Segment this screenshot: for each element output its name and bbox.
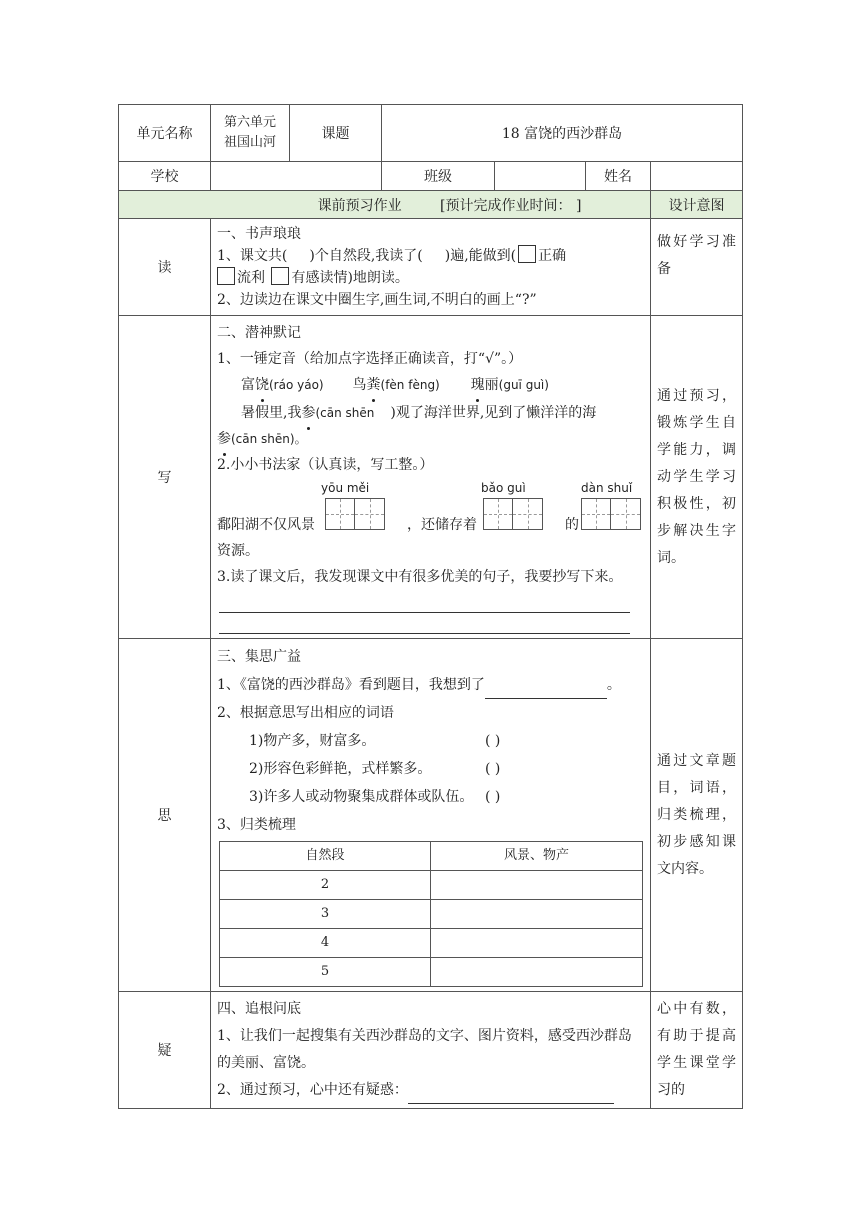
- read-q2: 2、边读边在课文中圈生字,画生词,不明白的画上“?”: [217, 292, 537, 308]
- sort-table-col-scenery: 风景、物产: [431, 842, 643, 871]
- table-cell-answer[interactable]: [431, 900, 643, 929]
- think-q2: 2、根据意思写出相应的词语: [217, 705, 394, 721]
- write-heading: 二、潜神默记: [217, 325, 301, 341]
- table-cell-paragraph: 5: [220, 958, 431, 987]
- table-cell-paragraph: 4: [220, 929, 431, 958]
- s1d: )观了海洋世界,见到了懒洋洋的海: [390, 405, 597, 421]
- w2a: 鸟: [352, 377, 367, 393]
- think-item-2-answer[interactable]: ( ): [485, 761, 501, 777]
- read-design: 做好学习准备: [651, 219, 743, 316]
- writing-grid-1[interactable]: [325, 498, 385, 530]
- w3a-dotted: 瑰: [471, 372, 485, 398]
- read-label: 读: [119, 219, 211, 316]
- w3-pinyin: (guī guì): [498, 378, 549, 392]
- read-q1-line2: [217, 267, 644, 289]
- doubt-heading: 四、追根问底: [217, 1001, 301, 1017]
- think-label: 思: [119, 639, 211, 992]
- think-item-1-text: 1)物产多，财富多。: [249, 733, 376, 749]
- unit-value: [211, 105, 290, 162]
- think-q1: [217, 671, 644, 699]
- banner-title: [119, 191, 651, 219]
- write-q3: 3.读了课文后，我发现课文中有很多优美的句子，我要抄写下来。: [217, 569, 623, 585]
- banner-time-note: [预计完成作业时间： ]: [440, 197, 582, 214]
- name-field[interactable]: [651, 162, 743, 191]
- doubt-design: 心中有数，有助于提高学生课堂学习的: [651, 992, 743, 1109]
- think-q1-end: 。: [606, 677, 621, 693]
- w2-pinyin: (fèn fèng): [380, 378, 440, 392]
- table-cell-answer[interactable]: [431, 871, 643, 900]
- read-q1-c: )遍,能做到(: [444, 248, 517, 264]
- w1b-dotted: 饶: [255, 372, 269, 398]
- write-design: 通过预习，锻炼学生自学能力，调动学生学习积极性，初步解决生字词。: [651, 316, 743, 639]
- table-row: [220, 958, 643, 987]
- read-opt1: 正确: [538, 248, 567, 264]
- think-item-1: [217, 727, 644, 755]
- think-q3: 3、归类梳理: [217, 817, 296, 833]
- unit-value-line2: 祖国山河: [223, 135, 276, 150]
- doubt-q1: 1、让我们一起搜集有关西沙群岛的文字、图片资料，感受西沙群岛的美丽、富饶。: [217, 1028, 632, 1071]
- grid-row: [217, 498, 644, 538]
- worksheet-table: [118, 104, 743, 1109]
- doubt-label: 疑: [119, 992, 211, 1109]
- read-opt3: 有感读情)地朗读。: [291, 270, 409, 286]
- sort-table-header: [220, 842, 643, 871]
- think-q1-text: 1、《富饶的西沙群岛》看到题目，我想到了: [217, 677, 485, 693]
- w3b: 丽: [484, 377, 499, 393]
- doubt-content: [211, 992, 651, 1109]
- write-grid-end: 资源。: [217, 543, 259, 559]
- copy-line-2[interactable]: [219, 613, 630, 634]
- pinyin-1: yōu měi: [321, 481, 370, 495]
- copy-line-1[interactable]: [219, 592, 630, 613]
- class-field[interactable]: [495, 162, 586, 191]
- checkbox-fluent[interactable]: [217, 267, 235, 285]
- school-field[interactable]: [211, 162, 382, 191]
- pinyin-3: dàn shuǐ: [581, 481, 633, 495]
- table-row: [220, 871, 643, 900]
- write-q2: 2.小小书法家（认真读，写工整。）: [217, 457, 434, 473]
- read-content: [211, 219, 651, 316]
- design-label: 设计意图: [651, 191, 743, 219]
- grid-text-1: 鄱阳湖不仅风景: [217, 517, 315, 533]
- read-heading: 一、书声琅琅: [217, 226, 301, 242]
- s1e-dotted: 参: [217, 426, 231, 452]
- read-q1-b: )个自然段,我读了(: [309, 248, 423, 264]
- table-cell-answer[interactable]: [431, 958, 643, 987]
- w2b-dotted: 粪: [367, 372, 381, 398]
- write-content: [211, 316, 651, 639]
- writing-grid-3[interactable]: [581, 498, 641, 530]
- banner-row: [119, 191, 743, 219]
- think-item-2: [217, 755, 644, 783]
- think-content: [211, 639, 651, 992]
- sort-table-col-paragraph: 自然段: [220, 842, 431, 871]
- table-cell-paragraph: 2: [220, 871, 431, 900]
- think-item-1-answer[interactable]: ( ): [485, 733, 501, 749]
- s1c-pinyin: (cān shēn: [315, 406, 375, 420]
- think-design: 通过文章题目，词语，归类梳理，初步感知课文内容。: [651, 639, 743, 992]
- table-cell-answer[interactable]: [431, 929, 643, 958]
- grid-text-2: ，还储存着: [407, 517, 477, 533]
- s1f-pinyin: (cān shēn)。: [231, 432, 307, 446]
- name-label: 姓名: [586, 162, 651, 191]
- checkbox-correct[interactable]: [518, 245, 536, 263]
- unit-label: 单元名称: [119, 105, 211, 162]
- doubt-q2-blank[interactable]: [408, 1103, 614, 1104]
- write-words-row: [217, 372, 644, 398]
- s1a: 暑假里,我: [241, 405, 302, 421]
- topic-value: 18 富饶的西沙群岛: [382, 105, 743, 162]
- write-q1: 1、一锤定音（给加点字选择正确读音，打“√”。）: [217, 351, 523, 367]
- topic-label: 课题: [290, 105, 382, 162]
- s1b-dotted: 参: [301, 400, 315, 426]
- table-row: [220, 900, 643, 929]
- pinyin-row: [217, 478, 644, 498]
- think-item-3-text: 3)许多人或动物聚集成群体或队伍。: [249, 789, 474, 805]
- read-q1-a: 1、课文共(: [217, 248, 288, 264]
- read-q1: [217, 245, 644, 267]
- writing-grid-2[interactable]: [483, 498, 543, 530]
- write-label: 写: [119, 316, 211, 639]
- class-label: 班级: [382, 162, 495, 191]
- doubt-q2-text: 2、通过预习，心中还有疑惑：: [217, 1082, 408, 1098]
- table-cell-paragraph: 3: [220, 900, 431, 929]
- read-opt2: 流利: [237, 270, 265, 286]
- unit-value-line1: 第六单元: [223, 115, 276, 130]
- think-item-3: [217, 783, 644, 811]
- grid-text-3: 的: [565, 517, 579, 533]
- w1a: 富: [241, 377, 255, 393]
- sort-table: [219, 841, 643, 987]
- write-sentence-line2: [217, 426, 644, 452]
- checkbox-emotion[interactable]: [271, 267, 289, 285]
- think-item-2-text: 2)形容色彩鲜艳，式样繁多。: [249, 761, 432, 777]
- think-q1-blank[interactable]: [485, 698, 607, 699]
- think-heading: 三、集思广益: [217, 649, 301, 665]
- table-row: [220, 929, 643, 958]
- write-sentence: [217, 398, 644, 426]
- pinyin-2: bǎo guì: [481, 481, 526, 495]
- doubt-q2: [217, 1077, 644, 1104]
- w1-pinyin: (ráo yáo): [269, 378, 324, 392]
- banner-title-text: 课前预习作业: [317, 197, 402, 214]
- school-label: 学校: [119, 162, 211, 191]
- think-item-3-answer[interactable]: ( ): [485, 789, 501, 805]
